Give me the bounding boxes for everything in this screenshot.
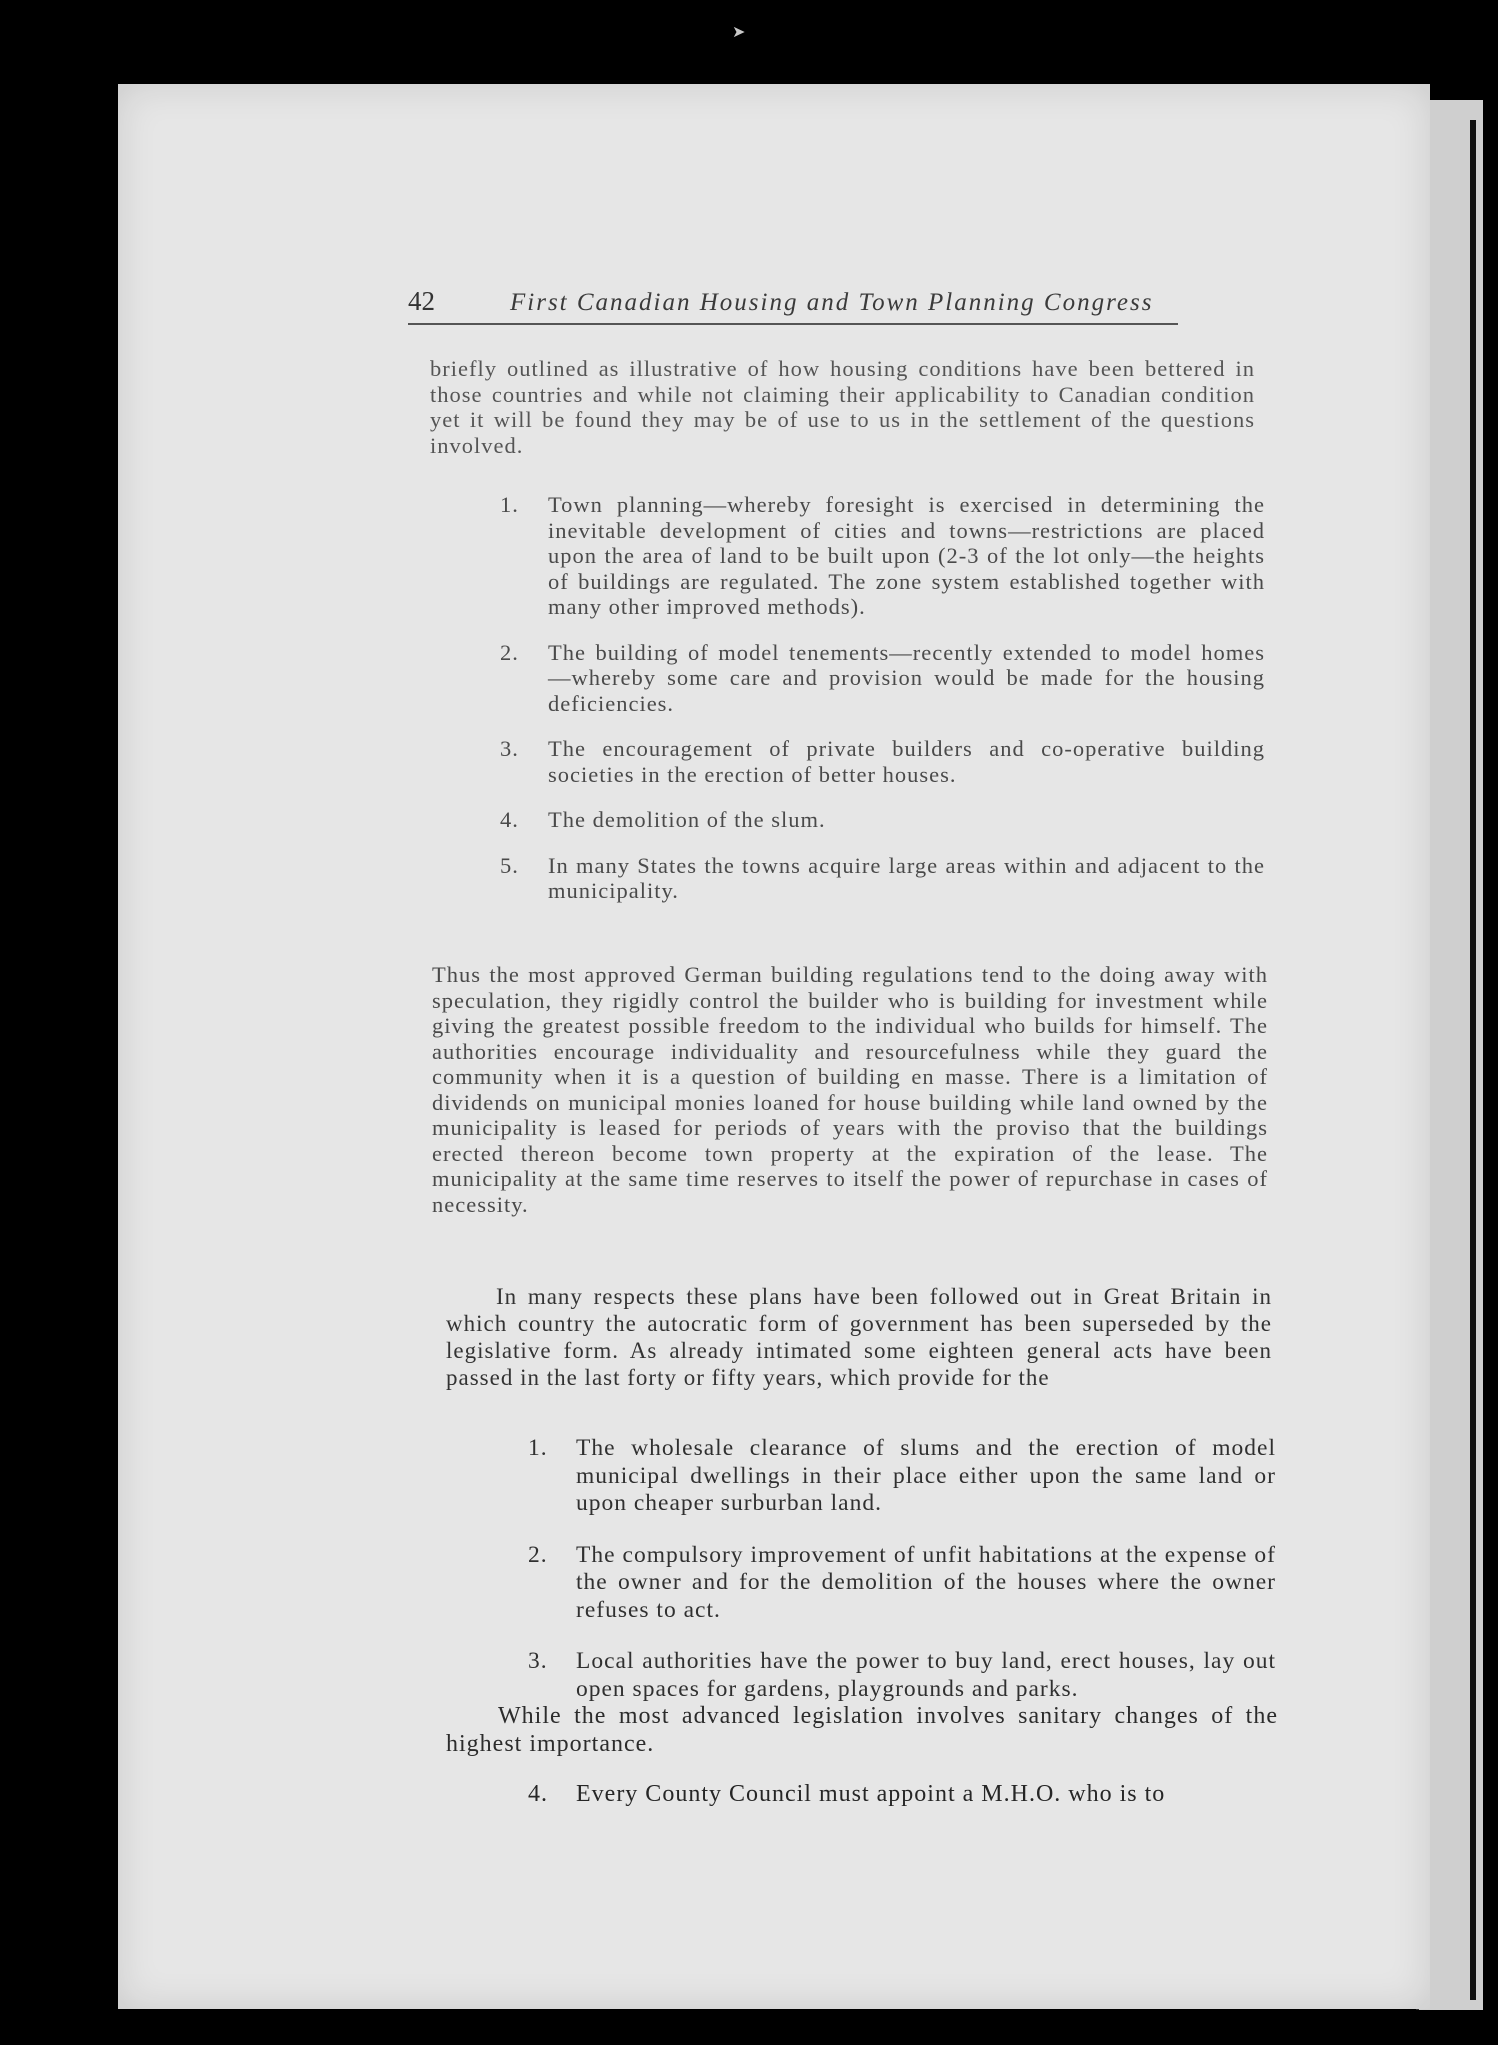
- list-number: 5.: [500, 852, 519, 878]
- list-item: [500, 492, 1265, 620]
- list-text: Local authorities have the power to buy land, erect houses, lay out open spaces for gardens, playgrounds and parks.: [576, 1648, 1276, 1702]
- county-council-list: [528, 1780, 1288, 1828]
- list-text: The demolition of the slum.: [548, 807, 826, 832]
- list-item: [528, 1780, 1288, 1808]
- list-number: 4.: [500, 807, 519, 832]
- list-text: In many States the towns acquire large areas within and adjacent to the municipality.: [548, 852, 1265, 903]
- page-header: [408, 286, 1178, 325]
- list-item: [500, 853, 1265, 904]
- list-text: The compulsory improvement of unfit habitations at the expense of the owner and for the demolition of the houses where the owner refuses to act.: [576, 1541, 1276, 1623]
- intro-paragraph: briefly outlined as illustrative of how housing conditions have been bettered in those countries and while not claiming their applicability to Canadian condition yet it will be found they may be of use to us in the settlement of the questions involved.: [430, 356, 1255, 458]
- list-number: 1.: [528, 1435, 548, 1461]
- list-item: [528, 1648, 1276, 1703]
- scan-mark: ➤: [732, 24, 746, 41]
- running-title: First Canadian Housing and Town Planning Congress: [510, 289, 1154, 316]
- list-item: [500, 736, 1265, 787]
- list-number: 3.: [500, 736, 519, 761]
- list-text: Town planning—whereby foresight is exercised in determining the inevitable development of cities and towns—restrictions are placed upon the area of land to be built upon (2-3 of the lot only—the heights of buildings are regulated. The zone system established together with many other improved methods).: [548, 492, 1265, 619]
- list-number: 2.: [500, 639, 519, 665]
- great-britain-paragraph: In many respects these plans have been followed out in Great Britain in which country the autocratic form of government has been superseded by the legislative form. As already intimated some eighteen general acts have been passed in the last forty or fifty years, which provide for the: [446, 1284, 1272, 1390]
- german-regulations-paragraph: Thus the most approved German building regulations tend to the doing away with speculation, they rigidly control the builder who is building for investment while giving the greatest possible freedom to the individual who builds for himself. The authorities encourage individuality and resourcefulness while they guard the community when it is a question of building en masse. There is a limitation of dividends on municipal monies loaned for house building while land owned by the municipality is leased for periods of years with the proviso that the buildings erected thereon become town property at the expiration of the lease. The municipality at the same time reserves to itself the power of repurchase in cases of necessity.: [432, 962, 1268, 1217]
- list-number: 3.: [528, 1648, 548, 1674]
- british-acts-list: [528, 1435, 1276, 1727]
- list-item: [500, 640, 1265, 717]
- list-number: 1.: [500, 492, 519, 517]
- list-number: 2.: [528, 1541, 548, 1568]
- list-text: The encouragement of private builders and co-operative building societies in the erection of better houses.: [548, 736, 1265, 787]
- list-item: [528, 1435, 1276, 1518]
- list-text: The wholesale clearance of slums and the erection of model municipal dwellings in their place either upon the same land or upon cheaper surburban land.: [576, 1435, 1276, 1516]
- binding-shadow: [1470, 120, 1476, 2000]
- list-text: Every County Council must appoint a M.H.O. who is to: [576, 1781, 1166, 1807]
- list-text: The building of model tenements—recently extended to model homes—whereby some care and provision would be made for the housing deficiencies.: [548, 639, 1265, 716]
- page-number: 42: [408, 286, 435, 316]
- list-number: 4.: [528, 1781, 548, 1807]
- town-planning-list: [500, 492, 1265, 924]
- sanitary-legislation-paragraph: While the most advanced legislation involves sanitary changes of the highest importance.: [446, 1703, 1278, 1757]
- list-item: [500, 807, 1265, 833]
- list-item: [528, 1542, 1276, 1625]
